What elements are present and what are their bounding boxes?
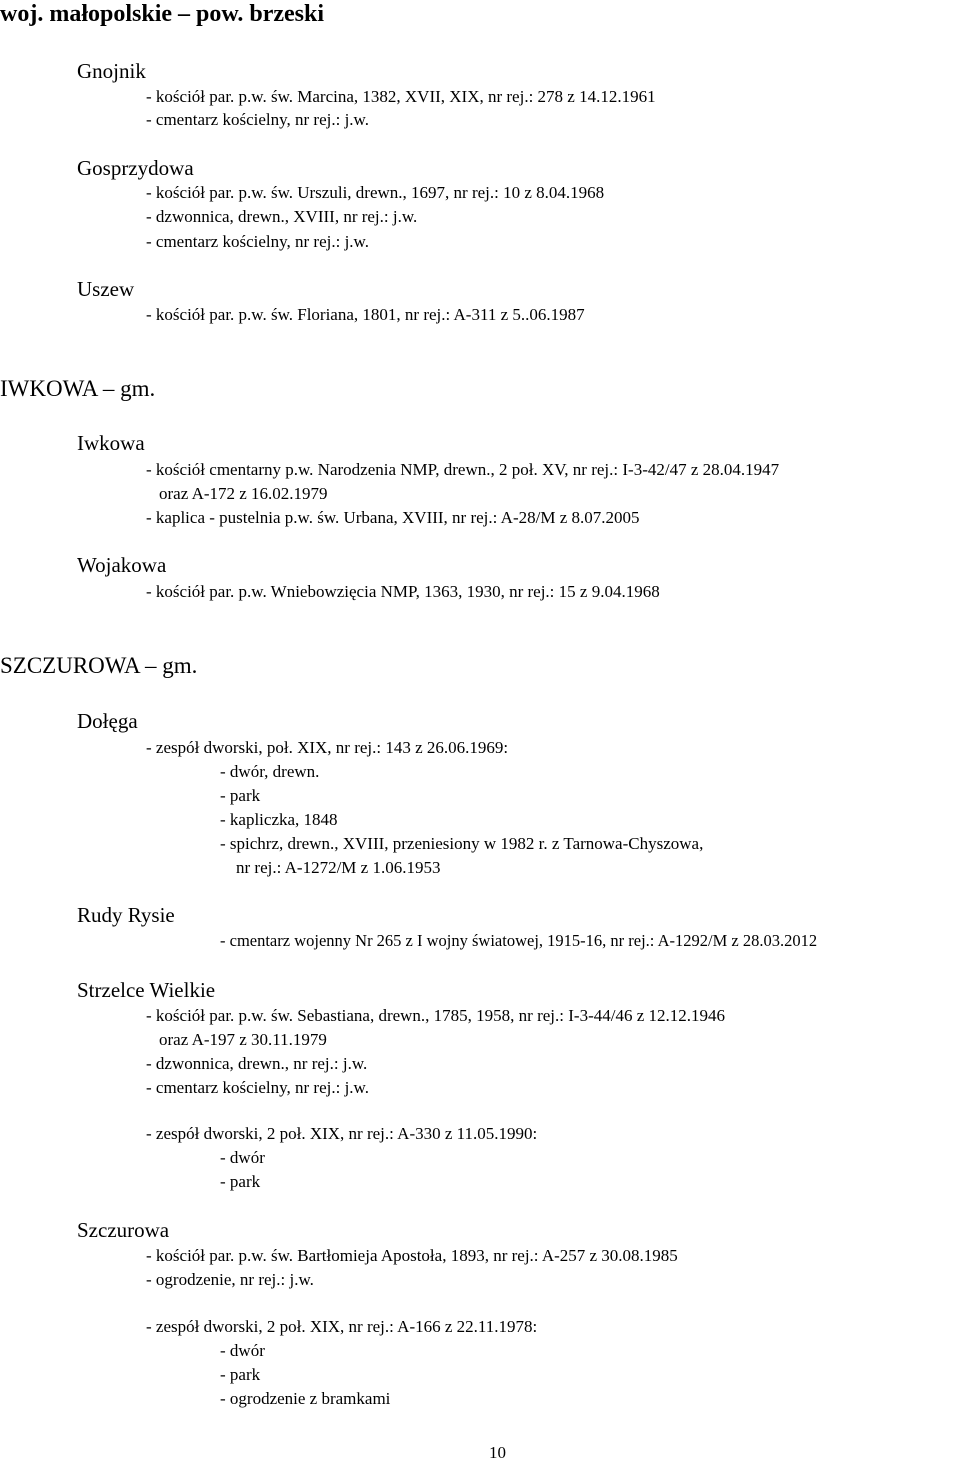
entry: - cmentarz wojenny Nr 265 z I wojny światowej, 1915-16, nr rej.: A-1292/M z 28.03.2012	[220, 931, 818, 950]
entry: - kościół par. p.w. św. Urszuli, drewn., 1697, nr rej.: 10 z 8.04.1968	[146, 183, 605, 202]
entry: - cmentarz kościelny, nr rej.: j.w.	[146, 1078, 369, 1097]
entry: - spichrz, drewn., XVIII, przeniesiony w 1982 r. z Tarnowa-Chyszowa,	[220, 834, 704, 853]
entry: - park	[220, 1172, 261, 1191]
entry: - dwór	[220, 1341, 265, 1360]
locality-heading: Uszew	[77, 277, 135, 301]
locality-heading: Szczurowa	[77, 1218, 170, 1242]
entry: - kościół par. p.w. św. Floriana, 1801, nr rej.: A-311 z 5..06.1987	[146, 305, 585, 324]
entry: - cmentarz kościelny, nr rej.: j.w.	[146, 232, 369, 251]
entry: - park	[220, 1365, 261, 1384]
entry: - kościół par. p.w. Wniebowzięcia NMP, 1363, 1930, nr rej.: 15 z 9.04.1968	[146, 582, 660, 601]
locality-heading: Strzelce Wielkie	[77, 978, 216, 1002]
entry: - ogrodzenie, nr rej.: j.w.	[146, 1270, 314, 1289]
entry: - kaplica - pustelnia p.w. św. Urbana, XVIII, nr rej.: A-28/M z 8.07.2005	[146, 508, 640, 527]
entry: - kościół par. p.w. św. Marcina, 1382, XVII, XIX, nr rej.: 278 z 14.12.1961	[146, 87, 656, 106]
entry: - park	[220, 786, 261, 805]
entry: - kapliczka, 1848	[220, 810, 338, 829]
page-number: 10	[489, 1443, 506, 1462]
entry: oraz A-172 z 16.02.1979	[159, 484, 328, 503]
locality-heading: Gnojnik	[77, 59, 146, 83]
entry: - zespół dworski, 2 poł. XIX, nr rej.: A-330 z 11.05.1990:	[146, 1124, 538, 1143]
entry: - ogrodzenie z bramkami	[220, 1389, 391, 1408]
locality-heading: Gosprzydowa	[77, 156, 194, 180]
entry: - kościół cmentarny p.w. Narodzenia NMP, drewn., 2 poł. XV, nr rej.: I-3-42/47 z 28.04.1947	[146, 460, 780, 479]
entry: - dwór, drewn.	[220, 762, 320, 781]
entry: - cmentarz kościelny, nr rej.: j.w.	[146, 110, 369, 129]
locality-heading: Rudy Rysie	[77, 903, 175, 927]
entry: nr rej.: A-1272/M z 1.06.1953	[236, 858, 441, 877]
entry: - dwór	[220, 1148, 265, 1167]
locality-heading: Dołęga	[77, 709, 138, 733]
commune-heading: SZCZUROWA – gm.	[0, 653, 198, 678]
region-heading: woj. małopolskie – pow. brzeski	[0, 1, 325, 27]
entry: - kościół par. p.w. św. Bartłomieja Apostoła, 1893, nr rej.: A-257 z 30.08.1985	[146, 1246, 678, 1265]
entry: - kościół par. p.w. św. Sebastiana, drewn., 1785, 1958, nr rej.: I-3-44/46 z 12.12.1946	[146, 1006, 725, 1025]
entry: - zespół dworski, poł. XIX, nr rej.: 143 z 26.06.1969:	[146, 738, 509, 757]
entry: - dzwonnica, drewn., XVIII, nr rej.: j.w.	[146, 207, 418, 226]
entry: - zespół dworski, 2 poł. XIX, nr rej.: A-166 z 22.11.1978:	[146, 1317, 538, 1336]
entry: oraz A-197 z 30.11.1979	[159, 1030, 327, 1049]
entry: - dzwonnica, drewn., nr rej.: j.w.	[146, 1054, 368, 1073]
locality-heading: Iwkowa	[77, 431, 145, 455]
locality-heading: Wojakowa	[77, 553, 167, 577]
commune-heading: IWKOWA – gm.	[0, 376, 156, 401]
